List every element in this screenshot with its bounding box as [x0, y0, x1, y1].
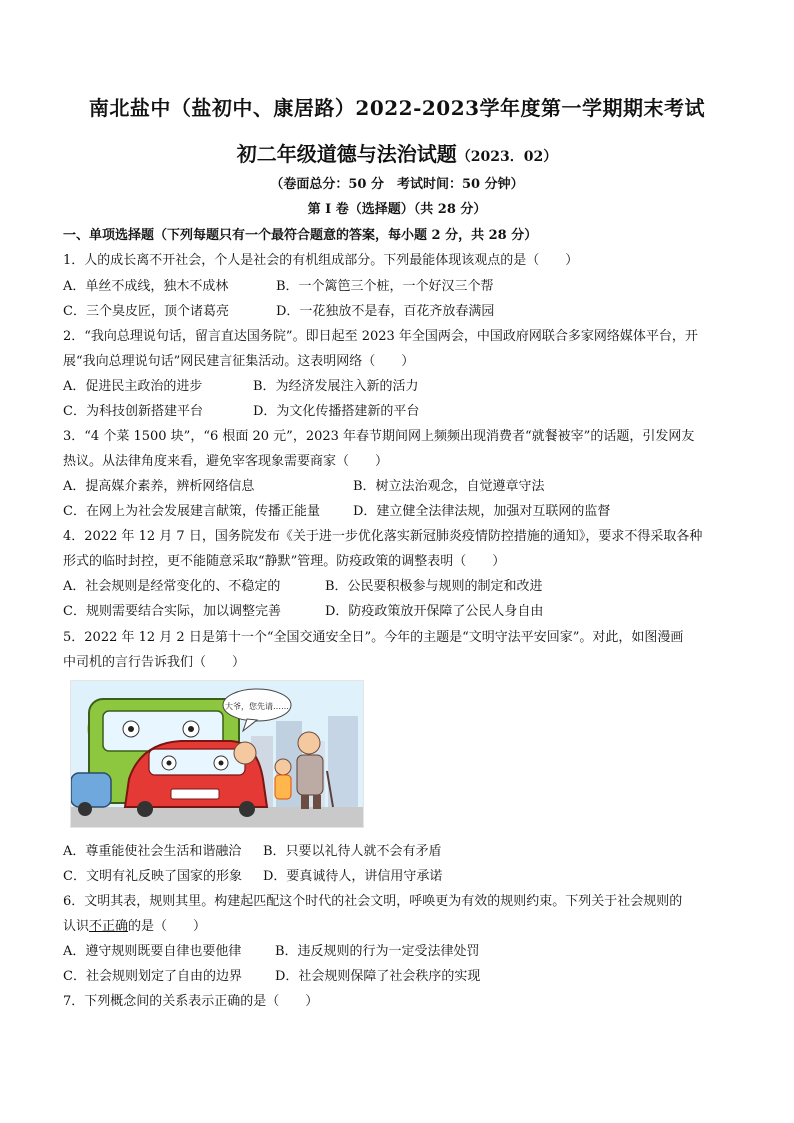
question-4-options-row1 [63, 575, 543, 594]
subtitle-text: 初二年级道德与法治试题 [236, 142, 457, 166]
option-a[interactable]: A．促进民主政治的进步 [63, 379, 203, 394]
question-6-options-row1 [63, 940, 480, 959]
question-7-stem: 7．下列概念间的关系表示正确的是（ ） [63, 994, 319, 1009]
option-b[interactable]: B．只要以礼待人就不会有矛盾 [263, 844, 442, 859]
option-d[interactable]: D．一花独放不是春，百花齐放春满园 [276, 304, 495, 319]
option-d[interactable]: D．要真诚待人，讲信用守承诺 [263, 869, 443, 884]
option-d[interactable]: D．社会规则保障了社会秩序的实现 [275, 969, 481, 984]
question-4-stem-line1: 4．2022 年 12 月 7 日，国务院发布《关于进一步优化落实新冠肺炎疫情防控措施的通知》，要求不得采取各种 [63, 529, 703, 544]
exam-subtitle [0, 138, 794, 167]
question-6-options-row2 [63, 965, 480, 984]
option-c[interactable]: C．规则需要结合实际，加以调整完善 [63, 604, 281, 619]
question-2-stem-line1: 2．“我向总理说句话，留言直达国务院”。即日起至 2023 年全国两会，中国政府网联合多家网络媒体平台，开 [63, 329, 698, 344]
option-c[interactable]: C．为科技创新搭建平台 [63, 404, 203, 419]
option-c[interactable]: C．三个臭皮匠，顶个诸葛亮 [63, 304, 229, 319]
question-3-options-row1 [63, 475, 545, 494]
option-d[interactable]: D．为文化传播搭建新的平台 [253, 404, 420, 419]
option-a[interactable]: A．遵守规则既要自律也要他律 [63, 944, 242, 959]
stem-suffix: 的是（ ） [128, 919, 207, 934]
question-5-options-row1 [63, 840, 442, 859]
speech-bubble-text: 大爷，您先请…… [225, 702, 289, 711]
option-b[interactable]: B．为经济发展注入新的活力 [253, 379, 419, 394]
question-6-stem-line2 [63, 915, 206, 934]
option-d[interactable]: D．建立健全法律法规，加强对互联网的监督 [353, 504, 611, 519]
question-5-stem-line2: 中司机的言行告诉我们（ ） [63, 655, 246, 670]
exam-title: 南北盐中（盐初中、康居路）2022-2023学年度第一学期期末考试 [88, 96, 706, 120]
option-a[interactable]: A．单丝不成线，独木不成林 [63, 279, 229, 294]
exam-meta: （卷面总分：50 分 考试时间：50 分钟） [270, 177, 524, 192]
option-c[interactable]: C．社会规则划定了自由的边界 [63, 969, 242, 984]
question-3-stem-line1: 3．“4 个菜 1500 块”，“6 根面 20 元”，2023 年春节期间网上频频出现消费者“就餐被宰”的话题，引发网友 [63, 429, 695, 444]
volume-heading: 第 I 卷（选择题）（共 28 分） [307, 202, 487, 217]
question-1-stem: 1．人的成长离不开社会，个人是社会的有机组成部分。下列最能体现该观点的是（ ） [63, 253, 579, 268]
option-c[interactable]: C．在网上为社会发展建言献策，传播正能量 [63, 504, 320, 519]
question-2-options-row1 [63, 375, 419, 394]
question-4-stem-line2: 形式的临时封控，更不能随意采取“静默”管理。防疫政策的调整表明（ ） [63, 554, 506, 569]
option-b[interactable]: B．公民要积极参与规则的制定和改进 [325, 579, 543, 594]
question-6-stem-line1: 6．文明其表，规则其里。构建起匹配这个时代的社会文明，呼唤更为有效的规则约束。下列关于社会规则的 [63, 894, 683, 909]
stem-underlined: 不正确 [89, 919, 129, 934]
question-1-options-row2 [63, 300, 494, 319]
option-b[interactable]: B．一个篱笆三个桩，一个好汉三个帮 [276, 279, 494, 294]
exam-date: （2023．02） [456, 149, 558, 165]
question-1-options-row1 [63, 275, 494, 294]
traffic-cartoon-image [70, 680, 364, 828]
option-a[interactable]: A．尊重能使社会生活和谐融洽 [63, 844, 242, 859]
question-5-options-row2 [63, 865, 442, 884]
question-4-options-row2 [63, 600, 543, 619]
option-b[interactable]: B．树立法治观念，自觉遵章守法 [353, 479, 545, 494]
option-a[interactable]: A．社会规则是经常变化的、不稳定的 [63, 579, 281, 594]
section-heading: 一、单项选择题（下列每题只有一个最符合题意的答案，每小题 2 分，共 28 分） [63, 228, 538, 243]
question-3-options-row2 [63, 500, 610, 519]
question-2-stem-line2: 展“我向总理说句话”网民建言征集活动。这表明网络（ ） [63, 354, 415, 369]
question-3-stem-line2: 热议。从法律角度来看，避免宰客现象需要商家（ ） [63, 454, 389, 469]
question-5-stem-line1: 5．2022 年 12 月 2 日是第十一个“全国交通安全日”。今年的主题是“文明守法平安回家”。对此，如图漫画 [63, 630, 684, 645]
option-b[interactable]: B．违反规则的行为一定受法律处罚 [275, 944, 480, 959]
option-c[interactable]: C．文明有礼反映了国家的形象 [63, 869, 242, 884]
stem-prefix: 认识 [63, 919, 90, 934]
option-a[interactable]: A．提高媒介素养，辨析网络信息 [63, 479, 255, 494]
question-2-options-row2 [63, 400, 419, 419]
option-d[interactable]: D．防疫政策放开保障了公民人身自由 [325, 604, 544, 619]
